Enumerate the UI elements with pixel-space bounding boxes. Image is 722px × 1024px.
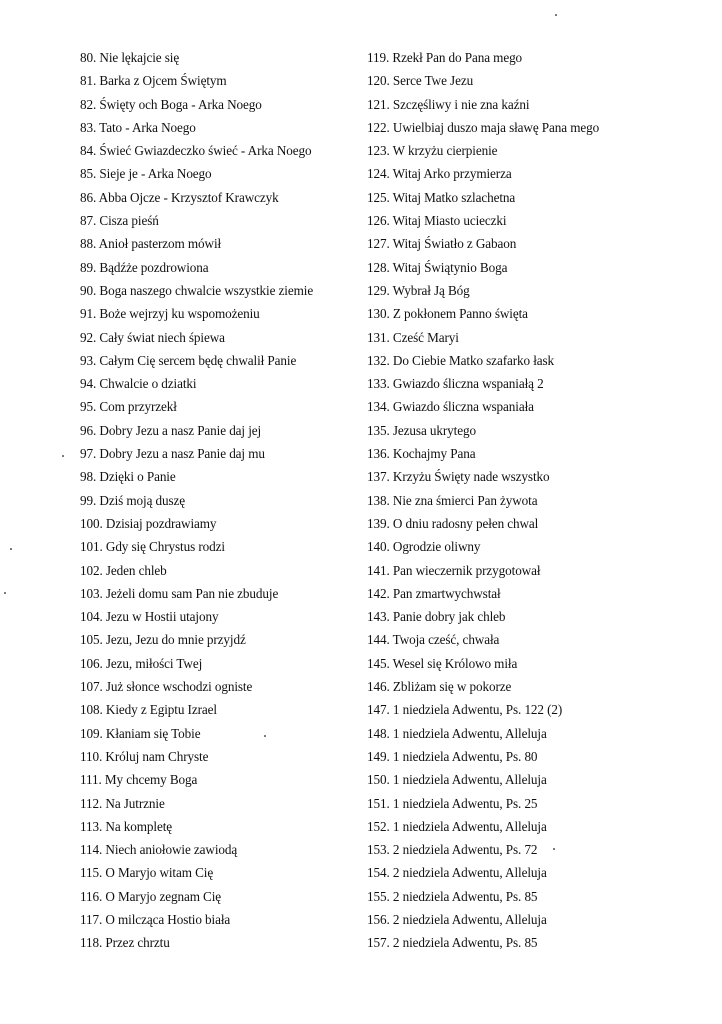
list-item bbox=[367, 465, 687, 488]
list-item bbox=[367, 279, 687, 302]
song-title: Panie dobry jak chleb bbox=[392, 609, 506, 625]
item-number: 157. bbox=[367, 935, 390, 951]
list-item bbox=[80, 652, 360, 675]
song-title: Jezu, miłości Twej bbox=[105, 655, 203, 671]
list-item bbox=[80, 489, 360, 512]
list-item bbox=[80, 535, 360, 558]
list-item bbox=[367, 69, 687, 92]
item-number: 106. bbox=[80, 655, 103, 671]
item-number: 129. bbox=[367, 282, 390, 298]
item-number: 155. bbox=[367, 888, 390, 904]
list-item bbox=[367, 512, 687, 535]
item-number: 87. bbox=[80, 213, 97, 229]
song-title: 1 niedziela Adwentu, Alleluja bbox=[392, 818, 547, 834]
list-item bbox=[80, 116, 360, 139]
song-title: Szczęśliwy i nie zna kaźni bbox=[392, 96, 530, 112]
list-item bbox=[80, 768, 360, 791]
item-number: 81. bbox=[80, 73, 97, 89]
song-title: Boże wejrzyj ku wspomożeniu bbox=[99, 306, 260, 322]
list-item bbox=[367, 582, 687, 605]
item-number: 138. bbox=[367, 492, 390, 508]
song-title: My chcemy Boga bbox=[104, 772, 198, 788]
song-title: Abba Ojcze - Krzysztof Krawczyk bbox=[98, 189, 279, 205]
song-title: Już słonce wschodzi ogniste bbox=[105, 679, 253, 695]
song-title: Nie lękajcie się bbox=[99, 50, 180, 65]
item-number: 116. bbox=[80, 888, 103, 904]
song-title: Witaj Miasto ucieczki bbox=[392, 213, 507, 229]
item-number: 107. bbox=[80, 679, 103, 695]
list-item bbox=[80, 582, 360, 605]
list-item bbox=[80, 745, 360, 768]
song-title: Com przyrzekł bbox=[99, 399, 177, 415]
item-number: 136. bbox=[367, 446, 390, 462]
song-title: Sieje je - Arka Noego bbox=[99, 166, 212, 182]
song-title: Cześć Maryi bbox=[392, 329, 459, 345]
list-item bbox=[80, 512, 360, 535]
list-item bbox=[80, 628, 360, 651]
list-item bbox=[367, 931, 687, 954]
list-item bbox=[367, 46, 687, 69]
item-number: 114. bbox=[80, 842, 103, 858]
list-item bbox=[80, 861, 360, 884]
song-title: Dobry Jezu a nasz Panie daj mu bbox=[99, 446, 265, 462]
item-number: 147. bbox=[367, 702, 390, 718]
list-item bbox=[367, 885, 687, 908]
song-title: 2 niedziela Adwentu, Alleluja bbox=[392, 911, 547, 927]
item-number: 134. bbox=[367, 399, 390, 415]
item-number: 151. bbox=[367, 795, 390, 811]
song-title: Jezu, Jezu do mnie przyjdź bbox=[105, 632, 246, 648]
song-title: 1 niedziela Adwentu, Ps. 122 (2) bbox=[392, 702, 563, 718]
scan-speck bbox=[264, 735, 266, 737]
item-number: 101. bbox=[80, 539, 103, 555]
song-title: Dziś moją duszę bbox=[99, 492, 186, 508]
item-number: 123. bbox=[367, 143, 390, 159]
item-number: 130. bbox=[367, 306, 390, 322]
song-title: Nie zna śmierci Pan żywota bbox=[392, 492, 538, 508]
song-title: 2 niedziela Adwentu, Ps. 85 bbox=[392, 935, 538, 951]
item-number: 149. bbox=[367, 748, 390, 764]
list-item bbox=[367, 722, 687, 745]
song-title: 1 niedziela Adwentu, Alleluja bbox=[392, 725, 547, 741]
list-item bbox=[80, 256, 360, 279]
item-number: 97. bbox=[80, 446, 97, 462]
song-title: O Maryjo witam Cię bbox=[105, 865, 214, 881]
list-item bbox=[367, 698, 687, 721]
item-number: 86. bbox=[80, 189, 97, 205]
scan-speck bbox=[62, 455, 64, 457]
list-item bbox=[80, 722, 360, 745]
song-list-left-column bbox=[80, 46, 360, 955]
song-title: Anioł pasterzom mówił bbox=[98, 236, 222, 252]
list-item bbox=[80, 698, 360, 721]
song-title: Przez chrztu bbox=[105, 935, 170, 951]
list-item bbox=[80, 465, 360, 488]
song-title: Twoja cześć, chwała bbox=[392, 632, 500, 648]
item-number: 85. bbox=[80, 166, 97, 182]
list-item bbox=[367, 419, 687, 442]
song-title: Jeżeli domu sam Pan nie zbuduje bbox=[105, 585, 279, 601]
list-item bbox=[80, 838, 360, 861]
item-number: 133. bbox=[367, 376, 390, 392]
list-item bbox=[367, 256, 687, 279]
item-number: 95. bbox=[80, 399, 97, 415]
item-number: 150. bbox=[367, 772, 390, 788]
song-title: 2 niedziela Adwentu, Ps. 85 bbox=[392, 888, 538, 904]
song-title: Rzekł Pan do Pana mego bbox=[392, 50, 523, 65]
song-title: 1 niedziela Adwentu, Alleluja bbox=[392, 772, 547, 788]
song-title: O milcząca Hostio biała bbox=[105, 911, 231, 927]
list-item bbox=[367, 861, 687, 884]
song-title: Na Jutrznie bbox=[105, 795, 165, 811]
list-item bbox=[80, 326, 360, 349]
item-number: 121. bbox=[367, 96, 390, 112]
list-item bbox=[80, 93, 360, 116]
item-number: 156. bbox=[367, 911, 390, 927]
list-item bbox=[367, 186, 687, 209]
song-title: Do Ciebie Matko szafarko łask bbox=[392, 352, 555, 368]
item-number: 137. bbox=[367, 469, 390, 485]
song-title: 2 niedziela Adwentu, Ps. 72 bbox=[392, 842, 538, 858]
song-title: Dzięki o Panie bbox=[99, 469, 176, 485]
item-number: 115. bbox=[80, 865, 103, 881]
song-title: Świeć Gwiazdeczko świeć - Arka Noego bbox=[99, 143, 312, 159]
list-item bbox=[80, 69, 360, 92]
song-title: Tato - Arka Noego bbox=[99, 119, 196, 135]
item-number: 145. bbox=[367, 655, 390, 671]
song-title: Witaj Świątynio Boga bbox=[392, 259, 508, 275]
item-number: 152. bbox=[367, 818, 390, 834]
list-item bbox=[80, 162, 360, 185]
scan-speck bbox=[553, 848, 555, 850]
song-title: Chwalcie o dziatki bbox=[99, 376, 197, 392]
list-item bbox=[80, 815, 360, 838]
list-item bbox=[80, 605, 360, 628]
list-item bbox=[367, 349, 687, 372]
song-title: Witaj Arko przymierza bbox=[392, 166, 512, 182]
song-title: Pan wieczernik przygotował bbox=[392, 562, 541, 578]
item-number: 153. bbox=[367, 842, 390, 858]
list-item bbox=[367, 232, 687, 255]
list-item bbox=[80, 186, 360, 209]
list-item bbox=[367, 559, 687, 582]
item-number: 91. bbox=[80, 306, 97, 322]
song-title: Króluj nam Chryste bbox=[105, 748, 209, 764]
item-number: 135. bbox=[367, 422, 390, 438]
list-item bbox=[367, 395, 687, 418]
song-title: Wesel się Królowo miła bbox=[392, 655, 518, 671]
list-item bbox=[80, 885, 360, 908]
song-title: Jezusa ukrytego bbox=[392, 422, 476, 438]
song-title: Uwielbiaj duszo maja sławę Pana mego bbox=[392, 119, 600, 135]
list-item bbox=[367, 93, 687, 116]
item-number: 80. bbox=[80, 50, 97, 65]
list-item bbox=[367, 489, 687, 512]
song-title: O dniu radosny pełen chwal bbox=[392, 515, 539, 531]
song-title: Z pokłonem Panno święta bbox=[392, 306, 528, 322]
list-item bbox=[367, 792, 687, 815]
list-item bbox=[80, 792, 360, 815]
song-title: Gdy się Chrystus rodzi bbox=[105, 539, 225, 555]
item-number: 99. bbox=[80, 492, 97, 508]
song-title: Całym Cię sercem będę chwalił Panie bbox=[99, 352, 297, 368]
item-number: 105. bbox=[80, 632, 103, 648]
item-number: 141. bbox=[367, 562, 390, 578]
list-item bbox=[367, 116, 687, 139]
list-item bbox=[80, 908, 360, 931]
item-number: 144. bbox=[367, 632, 390, 648]
song-title: Boga naszego chwalcie wszystkie ziemie bbox=[99, 282, 314, 298]
item-number: 125. bbox=[367, 189, 390, 205]
item-number: 131. bbox=[367, 329, 390, 345]
song-title: Kłaniam się Tobie bbox=[105, 725, 201, 741]
item-number: 122. bbox=[367, 119, 390, 135]
item-number: 154. bbox=[367, 865, 390, 881]
item-number: 93. bbox=[80, 352, 97, 368]
list-item bbox=[367, 815, 687, 838]
list-item bbox=[80, 372, 360, 395]
list-item bbox=[80, 302, 360, 325]
scan-speck bbox=[555, 14, 557, 16]
item-number: 139. bbox=[367, 515, 390, 531]
list-item bbox=[367, 139, 687, 162]
song-title: 1 niedziela Adwentu, Ps. 25 bbox=[392, 795, 538, 811]
item-number: 117. bbox=[80, 911, 103, 927]
list-item bbox=[80, 931, 360, 954]
item-number: 128. bbox=[367, 259, 390, 275]
song-title: Gwiazdo śliczna wspaniała bbox=[392, 399, 534, 415]
list-item bbox=[80, 209, 360, 232]
list-item bbox=[367, 442, 687, 465]
list-item bbox=[80, 675, 360, 698]
song-title: Jeden chleb bbox=[105, 562, 167, 578]
song-list-right-column bbox=[367, 46, 687, 955]
item-number: 103. bbox=[80, 585, 103, 601]
item-number: 96. bbox=[80, 422, 97, 438]
song-title: Barka z Ojcem Świętym bbox=[99, 73, 227, 89]
song-title: Dobry Jezu a nasz Panie daj jej bbox=[99, 422, 262, 438]
list-item bbox=[367, 209, 687, 232]
scan-speck bbox=[4, 592, 6, 594]
song-title: Cisza pieśń bbox=[99, 213, 159, 229]
item-number: 104. bbox=[80, 609, 103, 625]
list-item bbox=[367, 768, 687, 791]
item-number: 112. bbox=[80, 795, 103, 811]
list-item bbox=[80, 349, 360, 372]
item-number: 102. bbox=[80, 562, 103, 578]
scan-speck bbox=[10, 548, 12, 550]
list-item bbox=[367, 326, 687, 349]
song-title: Niech aniołowie zawiodą bbox=[105, 842, 238, 858]
song-title: Dzisiaj pozdrawiamy bbox=[105, 515, 217, 531]
song-title: Ogrodzie oliwny bbox=[392, 539, 481, 555]
list-item bbox=[367, 372, 687, 395]
item-number: 88. bbox=[80, 236, 97, 252]
item-number: 119. bbox=[367, 50, 390, 65]
list-item bbox=[80, 559, 360, 582]
list-item bbox=[80, 279, 360, 302]
item-number: 84. bbox=[80, 143, 97, 159]
song-title: Zbliżam się w pokorze bbox=[392, 679, 512, 695]
song-title: Na kompletę bbox=[105, 818, 173, 834]
list-item bbox=[367, 605, 687, 628]
item-number: 132. bbox=[367, 352, 390, 368]
song-title: Kiedy z Egiptu Izrael bbox=[105, 702, 217, 718]
list-item bbox=[80, 232, 360, 255]
song-title: Wybrał Ją Bóg bbox=[392, 282, 470, 298]
song-title: Serce Twe Jezu bbox=[392, 73, 474, 89]
item-number: 118. bbox=[80, 935, 103, 951]
list-item bbox=[80, 442, 360, 465]
item-number: 94. bbox=[80, 376, 97, 392]
item-number: 110. bbox=[80, 748, 103, 764]
item-number: 120. bbox=[367, 73, 390, 89]
song-title: W krzyżu cierpienie bbox=[392, 143, 498, 159]
list-item bbox=[367, 838, 687, 861]
item-number: 90. bbox=[80, 282, 97, 298]
item-number: 124. bbox=[367, 166, 390, 182]
item-number: 143. bbox=[367, 609, 390, 625]
item-number: 113. bbox=[80, 818, 103, 834]
item-number: 109. bbox=[80, 725, 103, 741]
list-item bbox=[367, 628, 687, 651]
item-number: 83. bbox=[80, 119, 97, 135]
song-title: Kochajmy Pana bbox=[392, 446, 476, 462]
item-number: 92. bbox=[80, 329, 97, 345]
song-title: Święty och Boga - Arka Noego bbox=[99, 96, 262, 112]
song-title: 1 niedziela Adwentu, Ps. 80 bbox=[392, 748, 538, 764]
list-item bbox=[367, 162, 687, 185]
item-number: 127. bbox=[367, 236, 390, 252]
list-item bbox=[80, 139, 360, 162]
list-item bbox=[367, 675, 687, 698]
item-number: 140. bbox=[367, 539, 390, 555]
item-number: 126. bbox=[367, 213, 390, 229]
item-number: 98. bbox=[80, 469, 97, 485]
item-number: 108. bbox=[80, 702, 103, 718]
song-title: O Maryjo zegnam Cię bbox=[105, 888, 222, 904]
song-title: Krzyżu Święty nade wszystko bbox=[392, 469, 550, 485]
list-item bbox=[80, 46, 360, 69]
list-item bbox=[367, 302, 687, 325]
item-number: 82. bbox=[80, 96, 97, 112]
song-title: Cały świat niech śpiewa bbox=[99, 329, 225, 345]
song-title: 2 niedziela Adwentu, Alleluja bbox=[392, 865, 547, 881]
song-title: Witaj Światło z Gabaon bbox=[392, 236, 517, 252]
list-item bbox=[80, 395, 360, 418]
song-title: Witaj Matko szlachetna bbox=[392, 189, 516, 205]
item-number: 148. bbox=[367, 725, 390, 741]
list-item bbox=[367, 745, 687, 768]
list-item bbox=[367, 652, 687, 675]
song-title: Pan zmartwychwstał bbox=[392, 585, 501, 601]
song-title: Bądźże pozdrowiona bbox=[99, 259, 209, 275]
list-item bbox=[80, 419, 360, 442]
song-title: Gwiazdo śliczna wspaniałą 2 bbox=[392, 376, 544, 392]
list-item bbox=[367, 535, 687, 558]
item-number: 100. bbox=[80, 515, 103, 531]
item-number: 142. bbox=[367, 585, 390, 601]
item-number: 111. bbox=[80, 772, 102, 788]
list-item bbox=[367, 908, 687, 931]
item-number: 89. bbox=[80, 259, 97, 275]
item-number: 146. bbox=[367, 679, 390, 695]
song-title: Jezu w Hostii utajony bbox=[105, 609, 219, 625]
